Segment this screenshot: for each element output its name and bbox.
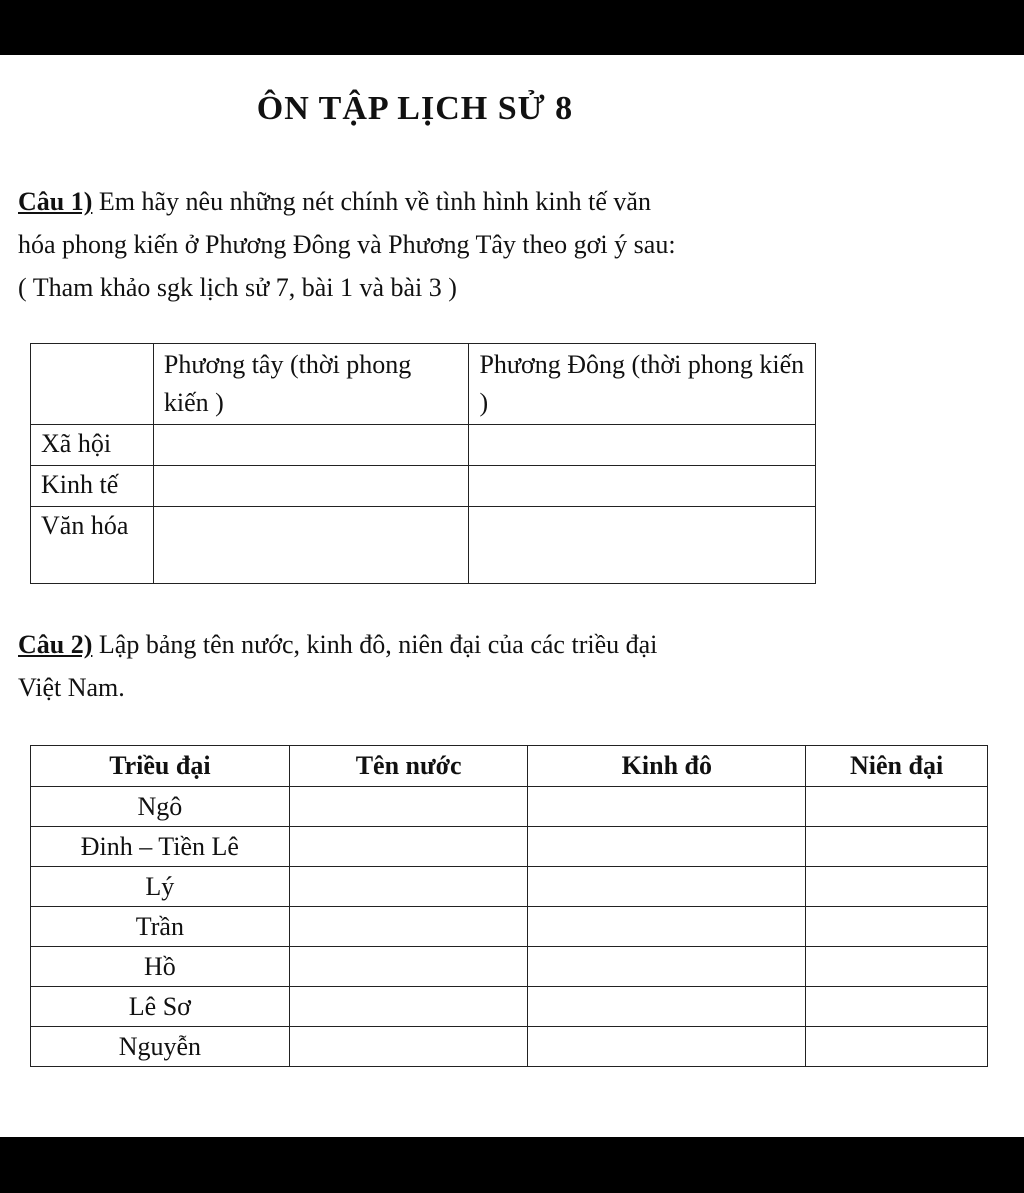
- dynasty-name: Hồ: [31, 947, 290, 987]
- table-cell-empty: [806, 947, 988, 987]
- table-cell-empty: [469, 507, 816, 584]
- table-row: [31, 1027, 988, 1067]
- table-cell-empty: [528, 1027, 806, 1067]
- table-cell-empty: [469, 425, 816, 466]
- table-cell-empty: [528, 947, 806, 987]
- question-2-text-line-1: Lập bảng tên nước, kinh đô, niên đại của các triều đại: [92, 630, 658, 659]
- dynasty-name: Ngô: [31, 787, 290, 827]
- page-title: ÔN TẬP LỊCH SỬ 8: [256, 90, 574, 127]
- table-row: [31, 907, 988, 947]
- table-cell-empty: [153, 466, 469, 507]
- table-row: [31, 947, 988, 987]
- dynasty-name: Đinh – Tiền Lê: [31, 827, 290, 867]
- table-cell-empty: [806, 1027, 988, 1067]
- table-row: [31, 425, 816, 466]
- question-1-text-line-1: Em hãy nêu những nét chính về tình hình kinh tế văn: [92, 187, 651, 216]
- dynasty-name: Nguyễn: [31, 1027, 290, 1067]
- table-cell-empty: [528, 867, 806, 907]
- question-2: [18, 623, 1008, 709]
- dynasty-name: Trần: [31, 907, 290, 947]
- table-row: [31, 507, 816, 584]
- table-cell-empty: [289, 787, 528, 827]
- table-cell-empty: [289, 1027, 528, 1067]
- document-page: [0, 55, 1024, 1137]
- table-header-row: [31, 746, 988, 787]
- table-row: [31, 827, 988, 867]
- dynasty-table: [30, 745, 988, 1067]
- question-1: [18, 180, 1008, 309]
- question-1-text-line-2: hóa phong kiến ở Phương Đông và Phương Tây theo gơi ý sau:: [18, 230, 676, 259]
- table-cell-empty: [289, 867, 528, 907]
- row-label: Kinh tế: [31, 466, 154, 507]
- table-header-cell: [31, 344, 154, 425]
- table-header-cell: Niên đại: [806, 746, 988, 787]
- table-header-row: [31, 344, 816, 425]
- question-1-label: Câu 1): [18, 187, 93, 216]
- table-cell-empty: [289, 827, 528, 867]
- table-cell-empty: [806, 787, 988, 827]
- table-row: [31, 466, 816, 507]
- table-header-cell: Tên nước: [289, 746, 528, 787]
- table-cell-empty: [469, 466, 816, 507]
- table-header-cell: Phương tây (thời phong kiến ): [153, 344, 469, 425]
- table-cell-empty: [289, 907, 528, 947]
- table-cell-empty: [153, 425, 469, 466]
- table-cell-empty: [806, 987, 988, 1027]
- table-row: [31, 987, 988, 1027]
- row-label: Xã hội: [31, 425, 154, 466]
- table-cell-empty: [528, 987, 806, 1027]
- table-row: [31, 787, 988, 827]
- table-cell-empty: [806, 867, 988, 907]
- question-2-label: Câu 2): [18, 630, 93, 659]
- question-2-text-line-2: Việt Nam.: [18, 673, 125, 702]
- table-cell-empty: [806, 827, 988, 867]
- table-row: [31, 867, 988, 907]
- table-header-cell: Kinh đô: [528, 746, 806, 787]
- dynasty-name: Lý: [31, 867, 290, 907]
- table-cell-empty: [528, 827, 806, 867]
- table-cell-empty: [528, 787, 806, 827]
- table-cell-empty: [806, 907, 988, 947]
- table-cell-empty: [528, 907, 806, 947]
- comparison-table: [30, 343, 816, 584]
- table-header-cell: Triều đại: [31, 746, 290, 787]
- table-cell-empty: [153, 507, 469, 584]
- table-cell-empty: [289, 947, 528, 987]
- table-header-cell: Phương Đông (thời phong kiến ): [469, 344, 816, 425]
- row-label: Văn hóa: [31, 507, 154, 584]
- dynasty-name: Lê Sơ: [31, 987, 290, 1027]
- table-cell-empty: [289, 987, 528, 1027]
- question-1-text-line-3: ( Tham khảo sgk lịch sử 7, bài 1 và bài 3 ): [18, 273, 457, 302]
